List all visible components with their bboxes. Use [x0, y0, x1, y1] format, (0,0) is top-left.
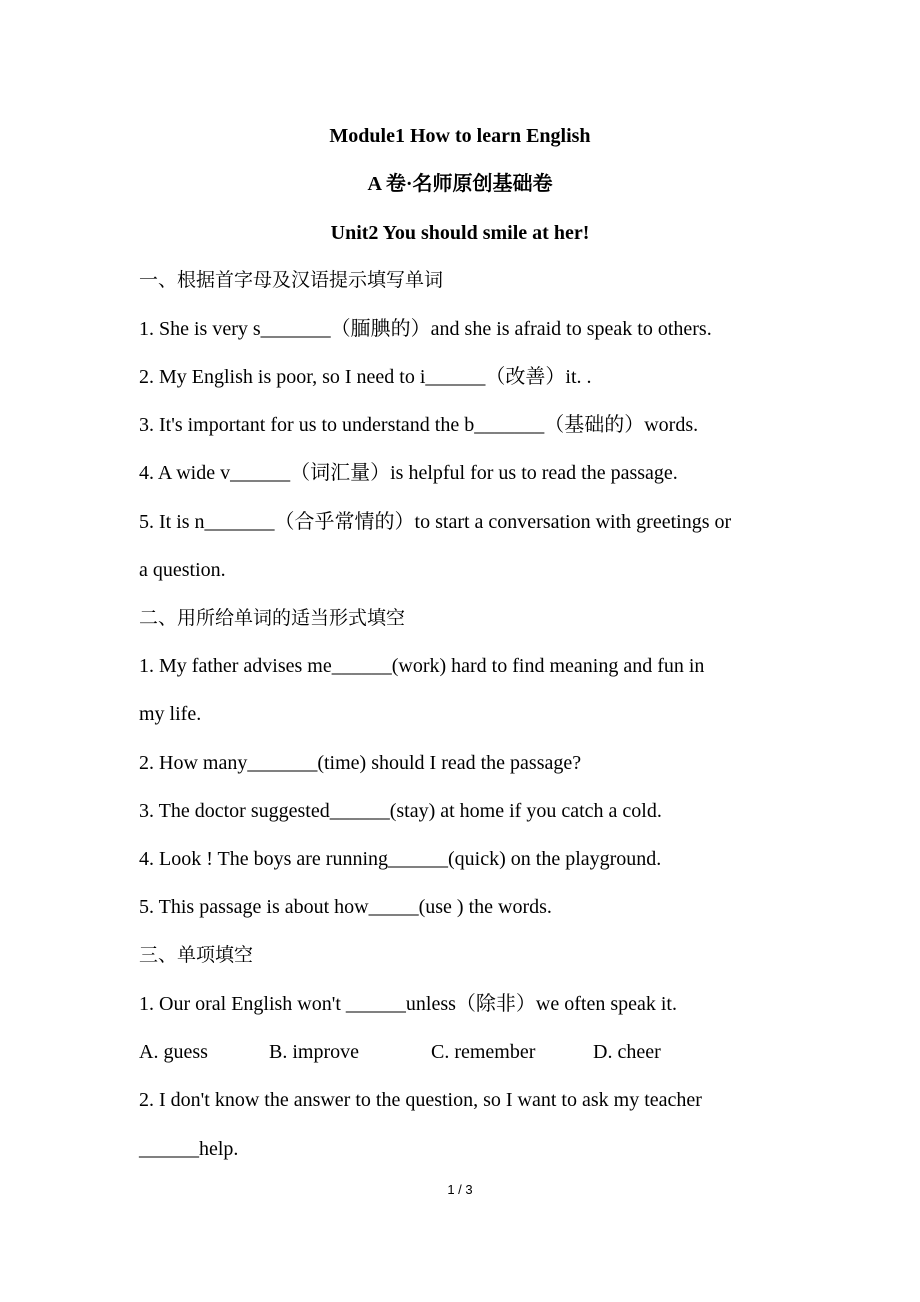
section3-heading: 三、单项填空 [139, 944, 254, 966]
section1-item-2: 2. My English is poor, so I need to i______（改善）it. . [139, 366, 592, 388]
section1-item-5-cont: a question. [139, 559, 226, 581]
page-number: 1 / 3 [447, 1182, 473, 1197]
section3-question-2-cont: ______help. [139, 1138, 239, 1160]
section1-heading: 一、根据首字母及汉语提示填写单词 [139, 269, 444, 291]
section2-item-4: 4. Look ! The boys are running______(quick) on the playground. [139, 848, 662, 870]
unit-title: Unit2 You should smile at her! [330, 222, 590, 244]
option-d: D. cheer [593, 1041, 661, 1063]
section1-item-5: 5. It is n_______（合乎常情的）to start a conversation with greetings or [139, 511, 732, 533]
section1-item-4: 4. A wide v______（词汇量）is helpful for us to read the passage. [139, 462, 678, 484]
option-b: B. improve [269, 1041, 359, 1063]
section1-item-3: 3. It's important for us to understand the b_______（基础的）words. [139, 414, 699, 436]
section3-question-1: 1. Our oral English won't ______unless（除非）we often speak it. [139, 993, 677, 1015]
section2-item-5: 5. This passage is about how_____(use ) the words. [139, 896, 552, 918]
section1-item-1: 1. She is very s_______（腼腆的）and she is afraid to speak to others. [139, 318, 712, 340]
section2-heading: 二、用所给单词的适当形式填空 [139, 607, 406, 629]
section2-item-3: 3. The doctor suggested______(stay) at home if you catch a cold. [139, 800, 662, 822]
section2-item-1: 1. My father advises me______(work) hard to find meaning and fun in [139, 655, 705, 677]
volume-title: A 卷·名师原创基础卷 [367, 173, 553, 195]
option-c: C. remember [431, 1041, 536, 1063]
section2-item-1-cont: my life. [139, 703, 202, 725]
module-title: Module1 How to learn English [329, 125, 591, 147]
question-1-options [139, 1038, 789, 1066]
section3-question-2: 2. I don't know the answer to the question, so I want to ask my teacher [139, 1089, 702, 1111]
option-a: A. guess [139, 1041, 208, 1063]
section2-item-2: 2. How many_______(time) should I read the passage? [139, 752, 582, 774]
